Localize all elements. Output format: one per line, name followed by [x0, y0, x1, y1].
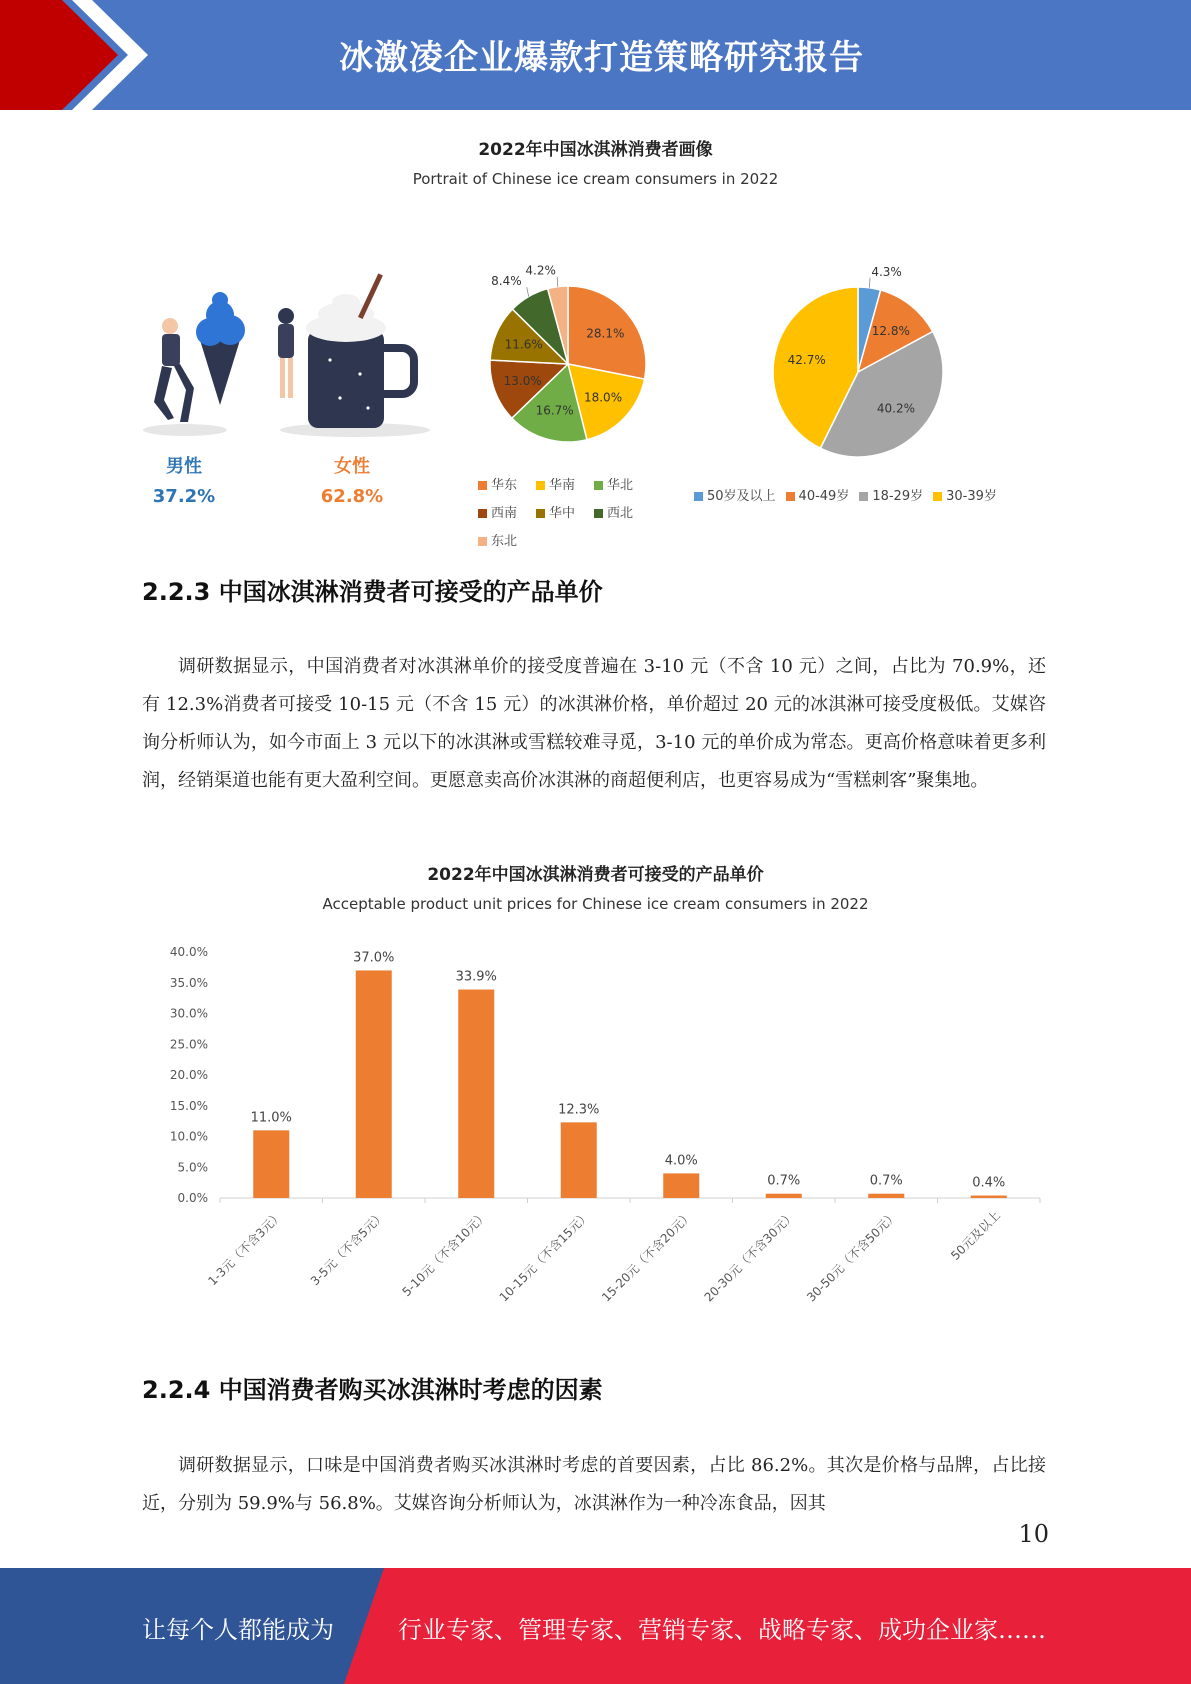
bar-value-label: 0.7% — [767, 1173, 801, 1189]
section-2-2-3-paragraph: 调研数据显示，中国消费者对冰淇淋单价的接受度普遍在 3-10 元（不含 10 元）之间，占比为 70.9%，还有 12.3%消费者可接受 10-15 元（不含 15 元）的冰淇淋价格，单价超过 20 元的冰淇淋可接受度极低。艾媒咨询分析师认为，如今市面上 3 元以下的冰淇淋或雪糕较难寻觅，3-10 元的单价成为常态。更高价格意味着更多利润，经销渠道也能有更大盈利空间。更愿意卖高价冰淇淋的商超便利店，也更容易成为“雪糕刺客”聚集地。 — [142, 656, 1046, 791]
y-tick-label: 20.0% — [169, 1068, 208, 1082]
region-pie-leader-line — [527, 287, 529, 296]
price-bar — [458, 990, 494, 1198]
page-header — [0, 0, 1191, 110]
male-value: 37.2% — [152, 486, 216, 507]
y-tick-label: 10.0% — [169, 1129, 208, 1144]
age-pie-legend-swatch — [933, 492, 942, 501]
cup-icon — [308, 330, 384, 428]
x-category-label: 30-50元（不含50元） — [804, 1208, 901, 1305]
figure1-title-block — [0, 135, 1191, 188]
bar-value-label: 0.7% — [869, 1173, 903, 1189]
region-pie-legend-label: 东北 — [491, 534, 518, 549]
region-pie-legend-swatch — [478, 481, 487, 490]
header-title: 冰激凌企业爆款打造策略研究报告 — [339, 38, 864, 78]
y-tick-label: 0.0% — [177, 1191, 208, 1205]
age-pie-legend-swatch — [786, 492, 795, 501]
age-pie-slice-label: 42.7% — [787, 353, 826, 368]
region-pie-legend-item — [478, 500, 526, 528]
region-pie-leader-line — [557, 277, 558, 287]
region-pie-slice-label: 4.2% — [525, 263, 556, 278]
age-pie-legend-swatch — [694, 492, 703, 501]
age-pie-legend-label: 50岁及以上 — [707, 489, 776, 504]
age-pie-chart — [752, 262, 952, 462]
region-pie-legend-swatch — [478, 509, 487, 518]
region-pie-legend-item — [594, 472, 642, 500]
region-pie-legend-label: 华北 — [607, 478, 634, 493]
price-bar — [766, 1194, 802, 1198]
age-pie-legend-swatch — [859, 492, 868, 501]
bar-value-label: 0.4% — [972, 1175, 1006, 1191]
region-pie-legend-label: 西南 — [491, 506, 518, 521]
bar-value-label: 37.0% — [353, 950, 395, 966]
region-pie-legend-label: 华南 — [549, 478, 576, 493]
region-pie-legend-item — [478, 528, 526, 556]
price-bar-chart — [150, 930, 1050, 1310]
x-category-label: 20-30元（不含30元） — [701, 1208, 798, 1305]
price-bar — [971, 1196, 1007, 1198]
y-tick-label: 35.0% — [169, 975, 208, 990]
y-tick-label: 25.0% — [169, 1037, 208, 1052]
region-pie-slice-label: 28.1% — [586, 326, 625, 341]
region-pie-legend-label: 华中 — [549, 506, 576, 521]
price-bar — [356, 970, 392, 1198]
bar-chart-title: 2022年中国冰淇淋消费者可接受的产品单价 — [427, 865, 764, 885]
region-pie-legend-label: 西北 — [607, 506, 634, 521]
price-bar — [561, 1122, 597, 1198]
page-number: 10 — [1018, 1520, 1049, 1548]
figure1-subtitle: Portrait of Chinese ice cream consumers in 2022 — [412, 170, 779, 188]
footer-slogan-left: 让每个人都能成为 — [142, 1616, 334, 1644]
y-tick-label: 30.0% — [169, 1006, 208, 1021]
age-pie-legend-item — [786, 489, 850, 504]
footer-slogan-right: 行业专家、管理专家、营销专家、战略专家、成功企业家…… — [398, 1616, 1046, 1644]
age-pie-legend-item — [859, 489, 923, 504]
page-footer — [0, 1568, 1191, 1684]
bar-value-label: 4.0% — [664, 1153, 698, 1169]
price-bar — [868, 1194, 904, 1198]
ice-cream-cone-icon — [200, 340, 240, 405]
region-pie-legend-item — [536, 500, 584, 528]
age-pie-legend-label: 40-49岁 — [798, 489, 850, 504]
age-pie-slice-label: 40.2% — [876, 401, 916, 416]
age-pie-legend — [694, 485, 1054, 504]
x-category-label: 50元及以上 — [948, 1208, 1003, 1263]
region-pie-legend-item — [594, 500, 642, 528]
price-bar — [663, 1173, 699, 1198]
bar-value-label: 33.9% — [455, 969, 497, 985]
bar-value-label: 12.3% — [558, 1102, 600, 1118]
x-category-label: 3-5元（不含5元） — [307, 1208, 388, 1289]
age-pie-legend-item — [933, 489, 997, 504]
x-category-label: 5-10元（不含10元） — [399, 1208, 491, 1300]
region-pie-slice-label: 18.0% — [583, 390, 623, 405]
region-pie-legend-swatch — [536, 481, 545, 490]
region-pie-slice-label: 13.0% — [503, 373, 542, 388]
price-bar — [253, 1130, 289, 1198]
region-pie-legend-item — [536, 472, 584, 500]
bar-chart-subtitle: Acceptable product unit prices for Chinese ice cream consumers in 2022 — [322, 895, 869, 913]
region-pie-legend-label: 华东 — [491, 478, 518, 493]
age-pie-leader-line — [869, 278, 870, 288]
bar-value-label: 11.0% — [250, 1110, 292, 1126]
y-tick-label: 5.0% — [177, 1160, 208, 1175]
region-pie-slice-label: 8.4% — [491, 274, 522, 289]
region-pie-slice-label: 11.6% — [504, 337, 543, 352]
x-category-label: 10-15元（不含15元） — [496, 1208, 593, 1305]
female-value: 62.8% — [320, 486, 384, 507]
figure1-title: 2022年中国冰淇淋消费者画像 — [478, 140, 713, 160]
age-pie-slice-label: 4.3% — [871, 264, 902, 279]
region-pie-chart — [470, 262, 660, 452]
section-title-2-2-3: 2.2.3 中国冰淇淋消费者可接受的产品单价 — [142, 578, 603, 606]
region-pie-legend-swatch — [536, 509, 545, 518]
section-2-2-4-paragraph: 调研数据显示，口味是中国消费者购买冰淇淋时考虑的首要因素，占比 86.2%。其次是价格与品牌，占比接近，分别为 59.9%与 56.8%。艾媒咨询分析师认为，冰淇淋作为一种冷冻食品，因其 — [142, 1455, 1046, 1514]
section-title-2-2-4: 2.2.4 中国消费者购买冰淇淋时考虑的因素 — [142, 1376, 603, 1404]
male-label: 男性 — [166, 456, 202, 477]
y-tick-label: 40.0% — [169, 945, 208, 959]
region-pie-legend-swatch — [478, 537, 487, 546]
region-pie-legend-swatch — [594, 481, 603, 490]
region-pie-legend-item — [478, 472, 526, 500]
age-pie-legend-label: 18-29岁 — [872, 489, 924, 504]
x-category-label: 15-20元（不含20元） — [599, 1208, 696, 1305]
gender-illustration — [140, 270, 440, 440]
age-pie-legend-item — [694, 489, 776, 504]
region-pie-slice-label: 16.7% — [535, 403, 574, 418]
region-pie-legend — [478, 472, 678, 556]
bar-chart-title-block — [0, 860, 1191, 913]
region-pie-legend-swatch — [594, 509, 603, 518]
age-pie-slice-label: 12.8% — [871, 323, 910, 338]
age-pie-legend-label: 30-39岁 — [946, 489, 997, 504]
x-category-label: 1-3元（不含3元） — [205, 1208, 286, 1289]
y-tick-label: 15.0% — [169, 1098, 208, 1113]
female-label: 女性 — [334, 456, 370, 477]
